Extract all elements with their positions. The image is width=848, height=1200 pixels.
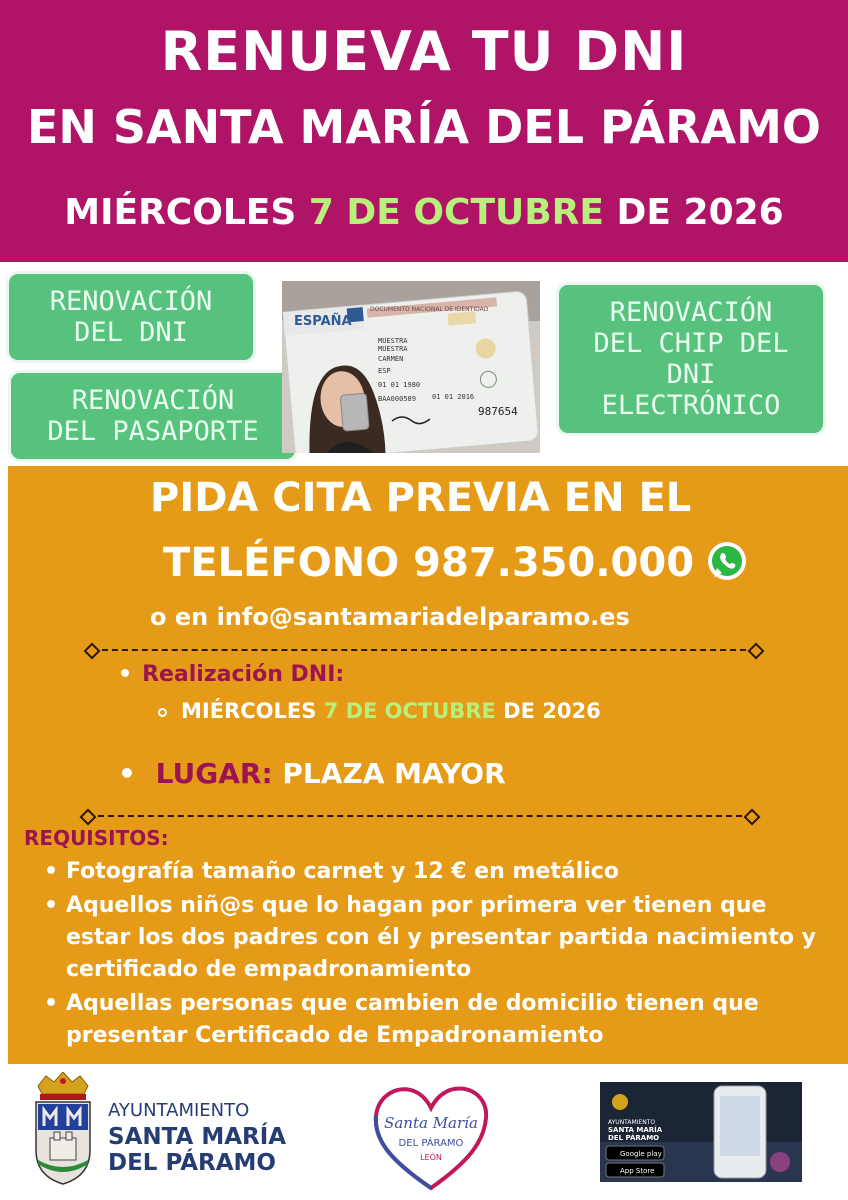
bullet-icon: • [118, 757, 136, 790]
header-date-highlight: 7 DE OCTUBRE [308, 192, 604, 233]
card-name2: MUESTRA [378, 345, 408, 353]
ayuntamiento-name [108, 1124, 286, 1176]
divider-top [92, 649, 756, 651]
service-chip: RENOVACIÓN DEL CHIP DEL DNI ELECTRÓNICO [556, 282, 826, 436]
lugar-label: LUGAR: [155, 757, 273, 790]
requisito-item: • Aquellos niñ@s que lo hagan por primera ver tienen que estar los dos padres con él y presentar partida nacimiento y certificado de empadronamiento [44, 890, 834, 986]
requisitos-title: REQUISITOS: [24, 826, 169, 850]
ayuntamiento-name-line2: DEL PÁRAMO [108, 1150, 276, 1176]
dni-card-photo [282, 281, 540, 453]
schedule-date-day: MIÉRCOLES [181, 699, 317, 723]
whatsapp-icon [706, 540, 748, 582]
realizacion-item [118, 662, 344, 687]
coat-of-arms-icon [28, 1072, 98, 1190]
app-promo-image [600, 1082, 802, 1182]
cita-line-1: PIDA CITA PREVIA EN EL [150, 475, 692, 521]
requisitos-list [44, 856, 834, 1054]
app-title-3: DEL PÁRAMO [608, 1134, 660, 1142]
card-number: 987654 [478, 405, 518, 418]
dni-card-illustration [282, 281, 540, 453]
ayuntamiento-label: AYUNTAMIENTO [108, 1100, 250, 1121]
santa-maria-heart-logo [370, 1080, 492, 1192]
requisito-item: • Fotografía tamaño carnet y 12 € en metálico [44, 856, 834, 888]
card-birth: 01 01 1980 [378, 381, 421, 389]
heart-line3: LEÓN [420, 1153, 442, 1162]
bullet-icon: • [118, 662, 133, 687]
heart-line2: DEL PÁRAMO [398, 1138, 464, 1149]
lugar-item [118, 757, 506, 790]
app-store-apple: App Store [620, 1167, 655, 1175]
title-line-2: EN SANTA MARÍA DEL PÁRAMO [26, 100, 822, 154]
app-title-2: SANTA MARÍA [608, 1126, 663, 1134]
divider-bottom [88, 815, 752, 817]
card-nationality: ESP [378, 367, 391, 375]
schedule-date-highlight: 7 DE OCTUBRE [323, 699, 496, 723]
title-line-1: RENUEVA TU DNI [160, 20, 688, 83]
lugar-value: PLAZA MAYOR [282, 757, 506, 790]
card-country: ESPAÑA [294, 314, 352, 329]
ayuntamiento-name-line1: SANTA MARÍA [108, 1124, 287, 1150]
app-promo-illustration [600, 1082, 802, 1182]
app-title-1: AYUNTAMIENTO [608, 1119, 656, 1126]
service-dni: RENOVACIÓN DEL DNI [6, 271, 256, 363]
schedule-date-year: DE 2026 [503, 699, 601, 723]
service-pasaporte: RENOVACIÓN DEL PASAPORTE [8, 370, 298, 462]
contact-email: o en info@santamariadelparamo.es [150, 603, 630, 631]
header-date-day: MIÉRCOLES [64, 192, 297, 233]
header-date-year: DE 2026 [616, 192, 784, 233]
heart-line1: Santa María [384, 1114, 478, 1132]
requisito-item: • Aquellas personas que cambien de domicilio tienen que presentar Certificado de Empadronamiento [44, 988, 834, 1052]
header-date [0, 192, 848, 233]
card-issue: 01 01 2016 [432, 393, 475, 401]
card-support: BAA000589 [378, 395, 416, 403]
realizacion-label: Realización DNI: [142, 662, 345, 687]
app-store-google: Google play [620, 1150, 662, 1158]
cita-line-2: TELÉFONO 987.350.000 [163, 540, 695, 586]
card-doc-title: DOCUMENTO NACIONAL DE IDENTIDAD [370, 306, 489, 313]
circle-bullet-icon [158, 708, 167, 717]
card-given: CARMEN [378, 355, 404, 363]
realizacion-date [158, 699, 601, 723]
card-name1: MUESTRA [378, 337, 408, 345]
